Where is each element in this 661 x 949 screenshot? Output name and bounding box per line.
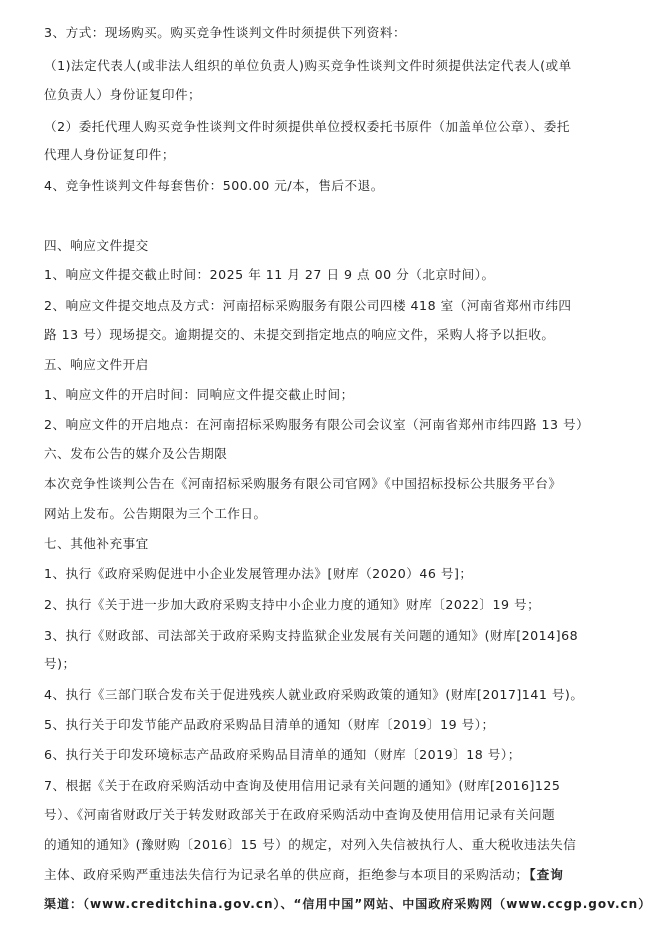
text-line: 2、响应文件提交地点及方式：河南招标采购服务有限公司四楼 418 室（河南省郑州市纬四 bbox=[44, 298, 572, 313]
text-line: 4、执行《三部门联合发布关于促进残疾人就业政府采购政策的通知》(财库[2017]141 号)。 bbox=[44, 687, 584, 702]
text-line-bold: 渠道：（www.creditchina.gov.cn）、“信用中国”网站、中国政府采购网（www.ccgp.gov.cn） bbox=[44, 897, 652, 911]
section-heading: 四、响应文件提交 bbox=[44, 238, 149, 253]
text-line: 网站上发布。公告期限为三个工作日。 bbox=[44, 506, 267, 521]
text-line: 本次竞争性谈判公告在《河南招标采购服务有限公司官网》《中国招标投标公共服务平台》 bbox=[44, 476, 562, 491]
text-line: （1)法定代表人(或非法人组织的单位负责人)购买竞争性谈判文件时须提供法定代表人(或单 bbox=[44, 58, 572, 73]
text-line: 7、根据《关于在政府采购活动中查询及使用信用记录有关问题的通知》(财库[2016]125 bbox=[44, 778, 561, 793]
text-line: 6、执行关于印发环境标志产品政府采购品目清单的通知（财库〔2019〕18 号）； bbox=[44, 747, 521, 762]
text-line: 位负责人）身份证复印件； bbox=[44, 87, 202, 102]
text-line: 号)； bbox=[44, 656, 76, 671]
text-line: 5、执行关于印发节能产品政府采购品目清单的通知（财库〔2019〕19 号）； bbox=[44, 717, 495, 732]
text-line: 3、执行《财政部、司法部关于政府采购支持监狱企业发展有关问题的通知》(财库[2014]68 bbox=[44, 628, 579, 643]
text-line: 2、执行《关于进一步加大政府采购支持中小企业力度的通知》财库〔2022〕19 号； bbox=[44, 597, 541, 612]
text-line: 主体、政府采购严重违法失信行为记录名单的供应商，拒绝参与本项目的采购活动； bbox=[44, 867, 529, 882]
text-line: 3、方式：现场购买。购买竞争性谈判文件时须提供下列资料： bbox=[44, 25, 407, 40]
text-line-bold: 【查询 bbox=[523, 867, 564, 882]
text-line: 的通知的通知》(豫财购〔2016〕15 号）的规定，对列入失信被执行人、重大税收违法失信 bbox=[44, 837, 577, 852]
text-line: （2）委托代理人购买竞争性谈判文件时须提供单位授权委托书原件（加盖单位公章）、委托 bbox=[44, 119, 570, 134]
text-line: 代理人身份证复印件； bbox=[44, 147, 175, 162]
text-line: 号）、《河南省财政厅关于转发财政部关于在政府采购活动中查询及使用信用记录有关问题 bbox=[44, 807, 556, 822]
text-line: 4、竞争性谈判文件每套售价：500.00 元/本，售后不退。 bbox=[44, 178, 384, 193]
section-heading: 六、发布公告的媒介及公告期限 bbox=[44, 446, 228, 461]
text-line: 1、执行《政府采购促进中小企业发展管理办法》[财库（2020）46 号]； bbox=[44, 566, 473, 581]
text-line: 路 13 号）现场提交。逾期提交的、未提交到指定地点的响应文件，采购人将予以拒收。 bbox=[44, 327, 555, 342]
text-line: 1、响应文件的开启时间：同响应文件提交截止时间； bbox=[44, 387, 354, 402]
section-heading: 七、其他补充事宜 bbox=[44, 536, 149, 551]
section-heading: 五、响应文件开启 bbox=[44, 357, 149, 372]
text-line: 1、响应文件提交截止时间：2025 年 11 月 27 日 9 点 00 分（北京时间）。 bbox=[44, 267, 495, 282]
text-line: 2、响应文件的开启地点：在河南招标采购服务有限公司会议室（河南省郑州市纬四路 13 号） bbox=[44, 417, 590, 432]
